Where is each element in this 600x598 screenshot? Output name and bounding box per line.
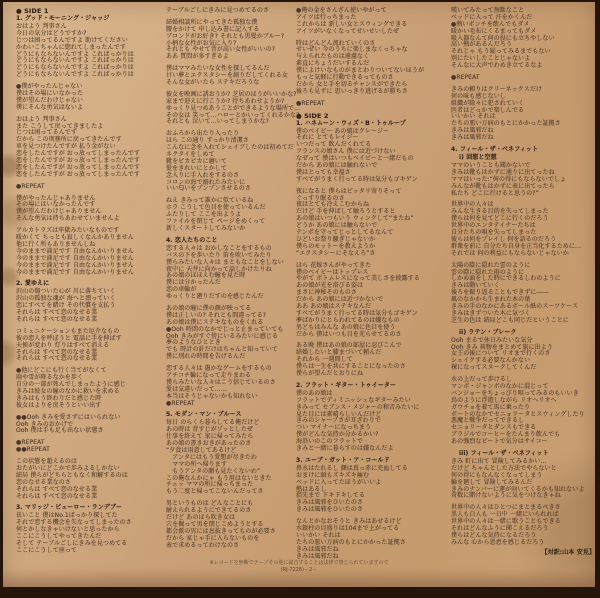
lyric-line: ブラジルでコーヒーをたんまり飲んでも bbox=[451, 431, 561, 439]
lyric-line: 家まで迎えに行こうか? 待ちあわせようか? bbox=[166, 97, 285, 105]
lyric-line: その場にはいなかったんです bbox=[16, 201, 96, 209]
lyric-line: 今のままで満足です 自由なんかいりません bbox=[16, 268, 134, 276]
lyric-line: みんなが靴もはかずに表に出てったら bbox=[451, 182, 555, 190]
lyric-line: きみの頼りはクリーネックスだけ bbox=[451, 85, 543, 93]
lyric-line: じつは困ってるんですよ 助けてください bbox=[16, 36, 128, 44]
lyric-line: 裸になってスヌークしてくんだ bbox=[451, 364, 537, 372]
song-title: 2. フラット・ギター・トゥイーター bbox=[296, 381, 397, 389]
lyric-line: 恋をしたんですが おっ放ってしまったんです bbox=[16, 163, 141, 171]
lyric-line: あの娘の書きおきがあったのさ bbox=[166, 440, 252, 448]
lyric-line: アルカトラズは牢獄みたいなものです bbox=[16, 227, 120, 235]
lyric-line: 僕らが望んだとおりにね bbox=[296, 369, 364, 377]
section-subtitle: ii) ラテン・ブレーク bbox=[459, 328, 517, 336]
lyric-line: 恋をしたんですが おっ放ってしまったんです bbox=[16, 157, 141, 165]
lyric-line: きみのナンバーに運が向いてくるかも知れないよ bbox=[451, 485, 585, 493]
lyric-line: 僕が望んだわけじゃない bbox=[16, 96, 84, 104]
lyric-line: 黒人も白人も 一日中 一緒にいられれば bbox=[451, 511, 559, 519]
lyric-line: 水銀柱の目盛りは104まで上がってる bbox=[296, 525, 400, 532]
lyric-line: きみは動いていく bbox=[451, 282, 500, 290]
song-title: 1. ハネムーン・ウィズ・B・トゥループ bbox=[296, 119, 406, 127]
lyric-line: ●●REPEAT bbox=[16, 446, 50, 454]
lyric-line: 雨や雪が降るなかを歩く bbox=[16, 374, 84, 382]
lyric-line: 沢山の孤独な魂が 海へと漂っていく bbox=[16, 295, 116, 303]
lyric-line: だから 女と手を切るチャンスができたら bbox=[296, 80, 408, 88]
lyric-line: ぐっすり眠るのさ bbox=[296, 194, 345, 202]
lyric-line: みんな 心から恩恵を感じるだろう bbox=[451, 538, 545, 546]
lyric-line: 結婚相談所にやってきた孤独な僕 bbox=[166, 18, 258, 26]
lyric-line: いいかい それは bbox=[451, 113, 496, 121]
lyric-line: ああ あの娘はステキなんだ bbox=[296, 302, 372, 310]
lyric-line: もう二度と帰ってこないんだってさ bbox=[166, 488, 264, 496]
lyric-line: そして テーブルごしにきみを見つめてる bbox=[16, 540, 128, 547]
lyric-line: 僕はその場にいなかった bbox=[16, 90, 84, 98]
lyric-line: あの強烈なビートで気分はサイコー bbox=[451, 438, 548, 446]
lyric-line: 僕がどんな気持か分かるかい? bbox=[296, 431, 379, 439]
lyric-line: コロンの海で溺れたみたいに bbox=[166, 178, 246, 186]
lyric-line: いい匂いをプンプンさせるのさ bbox=[166, 185, 251, 193]
lyric-line: アチコチ輪になって走りまわる bbox=[166, 371, 252, 379]
lyric-line: 夜はとても冷えこむからね bbox=[296, 201, 370, 209]
lyric-line: また こうして戻ってきましたよ bbox=[16, 122, 104, 130]
lyric-line: 指先まで ドキドキしてる bbox=[296, 492, 366, 500]
lyric-line: 僕によけいなものがまとわりついてないほうが bbox=[296, 67, 425, 75]
lyric-line: 奇数に賭けないように気をつけなきゃね bbox=[451, 492, 561, 500]
lyric-line: 僕のベイビー あの娘はクレージー bbox=[296, 127, 390, 135]
lyric-line: ねえ きみって誰かに似ているね bbox=[166, 197, 254, 205]
lyric-line: それらは すべて恋のなせる業 bbox=[16, 309, 98, 317]
lyric-line: 僕らは一生を共にすることになったのさ bbox=[296, 363, 406, 371]
lyric-line: だから 僕はいつも目を光らせてるのさ bbox=[296, 330, 402, 338]
lyric-line: きみはもう終わりだと感じた時 bbox=[16, 394, 102, 402]
lyric-line: 恋する人々は おかしなことをするもの bbox=[166, 244, 272, 252]
lyric-line: 僕が望んだわけじゃありません bbox=[16, 208, 102, 216]
lyric-line: “エクスタシーにそなえろ”さ bbox=[296, 249, 376, 257]
lyric-line: 何とかしなきゃいけないと思ったから bbox=[16, 526, 120, 534]
section-subtitle: iii) フィール・ザ・ベネフィット bbox=[459, 449, 549, 457]
lyric-line: ●僕がやったんじゃない bbox=[16, 83, 83, 91]
lyric-line: それじゃ もう疑ってみるまでもない bbox=[451, 48, 551, 56]
lyric-line: 愛は気違いだって…… bbox=[166, 385, 228, 393]
lyric-line: こんなに念を入れてシェイブしたのは初めてだ bbox=[166, 144, 294, 152]
lyric-line: 僕がやったんじゃありません bbox=[16, 194, 96, 202]
lyric-line: 自分の一部が死んでしまったように感じ bbox=[16, 381, 126, 389]
lyric-line: 靴をピカピカに磨いて bbox=[166, 157, 228, 165]
lyric-line: 夢のようなひととき bbox=[166, 339, 221, 347]
lyric-line: それらは すべて恋のなせる業 bbox=[16, 315, 98, 323]
lyric-line: それはどんなふうに聞こえるだろう bbox=[451, 525, 549, 532]
lyric-line: バスの下を歩いたり 笛を吹いてみたり bbox=[166, 251, 272, 259]
lyric-line: 僕に別れの時間を告げるんだ bbox=[166, 353, 246, 361]
lyric-line: だけど 手を伸ばして触ろうとすると bbox=[296, 208, 396, 216]
lyric-line: 彼の恋人を呼ぼうと 電話に手を伸ばす bbox=[16, 334, 122, 342]
lyric-line: それとも 泣いて…いってしまうかな? bbox=[166, 118, 269, 126]
translator-credit: 【対訳:山本 安見】 bbox=[541, 548, 595, 556]
lyric-line: アンタにはもう愛想が尽きたわ bbox=[166, 453, 258, 461]
lyric-line: すべてがうまく行ってる時は気分もゴキゲン bbox=[296, 175, 418, 183]
lyric-line: ●●Ooh きみを愛さずにはいられない bbox=[16, 413, 121, 421]
lyric-line: それに とてもレイジー bbox=[296, 134, 359, 142]
lyric-line: あの娘はいつもいう ウィンクして“またね” bbox=[296, 215, 414, 223]
lyric-line: どうにもならないんですよ こればっかりは bbox=[16, 71, 134, 79]
lyric-line: 男というものは どんなことにも bbox=[166, 500, 254, 508]
lyric-line: Ooh きみのおかげで bbox=[16, 420, 74, 428]
song-title: 5. モダン・マン・ブルース bbox=[166, 411, 242, 419]
lyric-line: 熱はあるし bbox=[296, 485, 327, 493]
lyric-line: まさに神秘そのものさ bbox=[296, 289, 358, 297]
lyric-line: 結局 僕らがどちらともなく和解するのは bbox=[16, 471, 128, 479]
lyric-line: 女王の後について リオまで行くのさ bbox=[451, 350, 551, 358]
lyric-line: Ooh まるで休日みたいな気分 bbox=[451, 336, 533, 344]
lyric-line: ホラ こうして色目を使っているんだ bbox=[166, 204, 266, 212]
lyric-line: きみの手のなかにあるボール紙のスーツケース bbox=[451, 302, 579, 310]
lyric-line: これからは 新しい女とスウィングできる bbox=[296, 20, 408, 28]
lyric-line: 男どもはみんな あの娘に色目を使う bbox=[296, 323, 396, 331]
lyric-line: テーブルごしにきみに見つめてるのさ bbox=[166, 7, 270, 14]
lyric-line: 時はどんどん流れていくのさ bbox=[296, 39, 376, 47]
lyric-line: 長いこと 僕はNo.1ばっかり探してた bbox=[16, 512, 118, 520]
lyric-line: きみは風邪をひいたのさ bbox=[296, 506, 364, 514]
lyric-line: 与えられたものは遠慮なく bbox=[296, 53, 370, 61]
song-title: 4. 恋人たちのこと bbox=[166, 236, 218, 244]
lyric-line: 輪を廻して 冒険してみるんだ bbox=[451, 478, 533, 486]
lyric-line: 本当はそうじゃないかも知れない bbox=[166, 392, 258, 400]
lyric-line: だから この刑務所に戻ってきたんです bbox=[16, 136, 122, 144]
lyric-line: 彼女を映画に誘おうか? 芝居のほうがいいかな? bbox=[166, 90, 297, 98]
lyric-line: 今のままで満足です 自由なんかいりません bbox=[16, 254, 134, 262]
lyric-line: たちの悪い万病のもとにかかった証拠さ bbox=[451, 120, 561, 128]
lyric-line: この俺なんかにゃ もう用はないときた bbox=[166, 474, 272, 482]
lyric-line: ●Ooh 時間のなかでじっと止まっていても bbox=[166, 325, 284, 333]
lyric-line: “夕食は用意してあるけど bbox=[166, 446, 237, 454]
lyric-line: ブロンドがお好き? それとも黒髪かブルー? bbox=[166, 32, 285, 40]
lyric-line: 僕らはどんな気持になるだろう bbox=[451, 531, 537, 539]
lyric-line: ゆっくりと廻りだすのを感じたんだ bbox=[166, 293, 264, 301]
lyric-line: かわいこちゃんに惚れてしまったんです bbox=[16, 43, 126, 51]
lyric-line: 組織が除々に犯されていく bbox=[451, 99, 525, 107]
lyric-line: どうか あの娘には触らないで bbox=[296, 222, 378, 230]
lyric-line: ●俺の金をさんざん使いやがって bbox=[296, 7, 387, 14]
lyric-line: 高い熱があるんだろう bbox=[451, 41, 513, 49]
lyric-line: しかめ面をした時にできるしわのように bbox=[451, 275, 561, 283]
lyric-line: それでは 何の利益にもならないじゃないか bbox=[451, 249, 569, 257]
lyrics-column-4 bbox=[451, 8, 597, 557]
lyric-line: 世界中の人々は bbox=[451, 201, 494, 209]
lyrics-column-1 bbox=[16, 8, 160, 555]
lyric-line: 仕事を終えて 家に帰ってみたら bbox=[166, 433, 254, 441]
lyric-line: 夢ばかりにとらわれてるのは嫌なもの bbox=[296, 316, 400, 324]
lyric-line: きみは風邪をひいたのさ bbox=[296, 499, 364, 507]
lyric-line: 恋をしたんですが おっ放ってしまったんです bbox=[16, 170, 141, 178]
lyric-line: 念入りに手入れをするのさ bbox=[166, 171, 240, 179]
lyric-line: それから 一週間して bbox=[296, 356, 353, 364]
lyric-line: 都会派の男には息抜きってものが必要さ bbox=[166, 527, 276, 535]
lyric-line: 夜になると 僕らはピッタリ寄りそって bbox=[296, 187, 402, 195]
song-title: 4. フィール・ザ・ベネフィット bbox=[451, 146, 539, 154]
lyric-line: ベッドに入ってたほうがいいよ bbox=[296, 478, 382, 486]
lyric-line: テンポを守ってじっとしてるなんて bbox=[296, 229, 394, 237]
lyric-line: あの娘は僕にステキなものをくれる bbox=[166, 318, 264, 326]
lyric-line: どうにもならないんですよ こればっかりは bbox=[16, 50, 134, 58]
lyric-line: せいぜい 今のうちに楽しまなくっちゃな bbox=[296, 46, 408, 54]
lyric-line: 僕らは何を見てどこに行くのだろう bbox=[451, 215, 549, 223]
song-title: 3. ユーブ・ガット・ア・コールド bbox=[296, 456, 390, 464]
lyric-line: ほら この通り すっかり清潔さ bbox=[166, 137, 249, 145]
lyric-line: ほら 花嫁さんがやってきた bbox=[296, 261, 372, 269]
lyric-line: 風のなかから生まれた木の葉 bbox=[451, 296, 531, 304]
lyric-line: みんな生きる目的を失ってしまった bbox=[451, 208, 549, 216]
lyric-line: 今のままで満足です 自由なんかいりません bbox=[16, 247, 134, 255]
lyric-line: ガウチョを着て馬に乗ったり bbox=[451, 403, 531, 411]
lyric-line: 僕らみたいな人々はこう信じているのさ bbox=[166, 378, 276, 386]
lyric-line: 医者はどっかで楽しんでる bbox=[451, 106, 525, 114]
lyric-line: 僕のベイビーはトップレス bbox=[296, 268, 369, 276]
lyric-line: 海沿いのこのフラットで bbox=[296, 438, 363, 446]
lyric-line: たちの悪い万病のもとにかかった証拠さ bbox=[296, 538, 406, 546]
lyric-line: 太陽の陰に隠れた雲のように bbox=[451, 261, 531, 269]
lyric-line: 悪魔と戦争だってできるし bbox=[451, 417, 525, 425]
lyric-line: なんとかなおそうと きみはあせるけど bbox=[296, 518, 402, 526]
lyric-line: ママのいうことも聞かないで bbox=[451, 162, 531, 170]
paper-background bbox=[3, 2, 595, 587]
lyric-line: フランスの娘さん 僕には近づけない bbox=[296, 148, 396, 156]
lyric-line: あの時は 背すじがゾッとしたぜ bbox=[166, 426, 254, 434]
lyric-line: ここにこうして座って bbox=[16, 546, 78, 554]
lyric-line: チェッ ママの所に帰っちまった bbox=[166, 481, 254, 489]
lyric-line: アイツは行っちまった bbox=[296, 13, 357, 21]
lyric-line: だけど ちゃんとした方法でやらないと bbox=[451, 464, 557, 472]
lyric-line: きみは彼女の瞳のなかに救いを求める bbox=[16, 387, 120, 395]
lyric-line: きみって セブンス・メジャーの和音みたいに bbox=[296, 403, 420, 411]
lyric-line: 耐えられるようにできてるのさ bbox=[166, 507, 252, 515]
lyric-line: ママはいった:“何の得にもならないでしょ bbox=[451, 175, 567, 183]
lyric-line: ●REPEAT bbox=[16, 182, 45, 190]
lyric-line: それで恋する機会を失なってしまったのさ bbox=[16, 519, 132, 527]
lyric-line: 僕は正しいの? それとも間違ってる? bbox=[166, 311, 267, 319]
lyrics-column-3 bbox=[296, 8, 440, 560]
lyric-line: Ooh きみ 荷物をまとめて旅に出よう bbox=[451, 343, 553, 351]
lyric-line: 髪をきれいにとかして bbox=[166, 164, 228, 172]
lyric-line: すべてがうまく行ってる時は気分もゴキゲン bbox=[296, 309, 418, 317]
lyric-line: 僕らみたいな人々は まともなことをしない bbox=[166, 258, 284, 266]
side-heading: ● SIDE 2 bbox=[296, 111, 329, 120]
lyric-line: 嘆いてみたって無駄なこと bbox=[451, 7, 525, 14]
lyric-line: ひどいお祭り騒ぎじゃないか bbox=[296, 235, 376, 243]
lyric-line: 私たち どこに行けると思うの?” bbox=[451, 189, 539, 197]
lyric-line: アイツがいなくなってせいせいしたぜ bbox=[296, 27, 400, 35]
lyric-line: なぜって 僕はいつもベイビーと一緒だもの bbox=[296, 155, 414, 163]
lyric-line: 群衆を前に 自分たち自身を正当化するために… bbox=[451, 242, 582, 250]
lyric-line: この状態を超えるのは bbox=[16, 458, 78, 466]
lyric-line: でも 時計の針だけはちゃんと知っていて bbox=[166, 346, 278, 354]
lyric-line: 世界中の人々はひとつにまとまるべきさ bbox=[451, 504, 561, 512]
lyric-line: 僕はママみたいな女性を探してるんだ bbox=[166, 65, 270, 73]
lyric-line: きみは風邪だね bbox=[296, 545, 339, 553]
lyric-line: フラットでディミニッシュなギターみたい bbox=[296, 396, 411, 404]
lyric-line: きみと一緒に暮らすのは嫌なんだよ bbox=[296, 444, 394, 452]
lyric-line: おはよう 判事さん bbox=[16, 115, 67, 123]
lyrics-column-2 bbox=[166, 8, 302, 549]
lyric-line: ふたりして ここを出ようよ bbox=[166, 211, 242, 219]
lyric-line: 鼻水はたれるし 顔は真っ赤に充血してる bbox=[296, 464, 408, 472]
lyric-line: 毎日 のらくら暮らしてる俺だけど bbox=[166, 419, 260, 427]
lyric-line: 恋をしたんですが おっ放ってしまったんです bbox=[16, 150, 141, 158]
lyric-line: その女は 笑って…ハローとかいってくれるかな? bbox=[166, 111, 300, 119]
lyric-line: 沢山の傷ついた心が 川に落ちていく bbox=[16, 288, 116, 296]
lyric-line: 腰をかけて 申し込み書に記入する bbox=[166, 25, 260, 33]
lyric-line: 車を見つけたんですが 払う金がない bbox=[16, 143, 116, 151]
lyric-line: 恋にすべてを賭け その代償を支払う bbox=[16, 302, 116, 310]
lyric-line: だけど あのほら吹き女は bbox=[166, 514, 236, 521]
lyric-line: ●REPEAT bbox=[451, 74, 480, 82]
lyric-line: いいかい それは bbox=[296, 531, 341, 539]
lyric-line: 世界中のエンタテイナーたちは bbox=[451, 222, 536, 230]
lyric-line: 暖かい毛布にくるまってもダメ bbox=[451, 27, 537, 35]
lyric-line: ●他にどこにも行く当てがなくて bbox=[16, 367, 107, 375]
song-title: 2. 愛ゆえに bbox=[16, 280, 50, 288]
lyric-line: 雲の陰に隠れた雨のように bbox=[451, 268, 525, 276]
lyric-line: だから あの娘には近づかないで bbox=[296, 296, 384, 304]
lyric-line: 僕らのモットーを教えようか bbox=[296, 242, 376, 250]
lyric-line: 新しくスタートしてみないか bbox=[166, 224, 246, 232]
lyric-line: 結婚したいと膝まづいて頼んだ bbox=[296, 349, 382, 357]
lyric-line: ああ 質問が多すぎるよ bbox=[166, 53, 230, 61]
lyric-line: セニョリータとダンスもできる bbox=[451, 424, 537, 432]
lyric-line: 僕には分かったんだ bbox=[166, 279, 221, 287]
lyric-line: きみのシャープさが耳ざわりで bbox=[296, 417, 381, 425]
lyric-line: コミュニケーションもまた厄介なもの bbox=[16, 327, 120, 335]
lyric-line: きみは靴もはかずに通りに出てったね bbox=[451, 168, 555, 176]
lyric-line: 他に行く所もありませんしね bbox=[16, 240, 96, 248]
lyric-line: そんなに大声でわめき立てるなよ bbox=[451, 62, 543, 70]
lyric-line: ベッドに入って 汗をかくんだ bbox=[451, 13, 533, 21]
lyric-line: きみ 町に出て 冒険してみるかい… bbox=[451, 457, 547, 465]
lyric-line: 夜中に 天井に向かって話しかけたりね bbox=[166, 265, 272, 273]
lyric-line: 僕のあの娘は bbox=[296, 389, 333, 397]
lyric-line: じつは困ってるんです bbox=[16, 129, 78, 137]
lyric-line: どうにもならないんですよ こればっかりは bbox=[16, 57, 134, 65]
lyric-line: 後ろも見ずに 思いっきり逃げるが勝ちさ bbox=[296, 87, 408, 95]
lyric-line: 今日の気分はどうですか? bbox=[16, 29, 87, 37]
lyric-line: 僕はとっても幸福さ bbox=[296, 168, 351, 176]
lyric-line: それらは すべて恋のなせる業 bbox=[16, 492, 98, 500]
lyric-line: あの娘が光を浴びる姿は bbox=[296, 282, 364, 290]
lyric-line: 自分たちの唄を失ってしまった bbox=[451, 229, 537, 237]
lyric-line: 天候が変わり 灯りはすべて消える bbox=[16, 341, 110, 349]
lyric-line: 見た目には素晴らしいんだけど bbox=[296, 410, 382, 418]
lyric-line: Ooh 僕は手も足も出ない状態さ bbox=[16, 427, 104, 435]
lyric-line: いつだって 飲んだくれてる bbox=[296, 141, 372, 149]
lyric-line: それらは すべて恋のなせる業 bbox=[16, 485, 98, 493]
lyric-line: 穴を掘って男を閉じこめようとする bbox=[166, 520, 264, 528]
section-subtitle: i) 回想と空想 bbox=[459, 154, 497, 162]
lyric-line: 芝生の色は 結局どこも同じだということに bbox=[451, 316, 569, 324]
lyric-line: Ooh きみがすぐ傍にいるみたいに感じる bbox=[166, 332, 279, 340]
lyric-line: そんな女がいたら ステキだろうな bbox=[166, 79, 260, 87]
lyric-line: バンジョーをちょっぴり唄ってみるのもいいき bbox=[451, 389, 579, 397]
lyric-line: きみは風邪だね bbox=[451, 134, 494, 142]
lyric-line: おまけに頭もズキズキ痛む bbox=[296, 471, 370, 479]
lyric-line: 暖かくて ちっとも寂しくなんかありません bbox=[16, 234, 134, 242]
lyric-line: どうにもならないんですよ こればっかりは bbox=[16, 64, 134, 72]
lyric-line: ある晩 僕はあの娘の部屋に忍びこんで bbox=[296, 342, 402, 350]
lyric-line: ママの所へ帰ります bbox=[166, 460, 228, 468]
song-title: 3. マリッジ・ビューロー・ランデブー bbox=[16, 504, 123, 512]
lyric-line: 彼らは何をプレイし 何を語るのだろう bbox=[451, 235, 557, 243]
lyric-line: ●REPEAT bbox=[166, 399, 195, 407]
lyric-line: 何の得にもなんなくなってしまう bbox=[451, 471, 543, 479]
lyric-line: ●REPEAT bbox=[296, 99, 325, 107]
lyric-line: ●熱いポンチを飲んでもダメ bbox=[451, 20, 530, 28]
lyric-line: 僕にそんな勇気はないよ bbox=[16, 103, 84, 111]
lyric-line: あの娘の瞳に僕の顔が映ってる bbox=[166, 304, 252, 312]
lyric-line: だから 家じゃ手に入らないものを bbox=[166, 534, 260, 542]
lyric-line: 鳥のように浮遊しながら リオへリオへ bbox=[451, 396, 557, 404]
lyric-line: 吸入器なんて何の役にも立ちやしない bbox=[451, 34, 555, 42]
lyric-line: ボートのなかでセニョリータとスウィングしたり bbox=[451, 410, 585, 418]
song-title: 1. グッド・モーニング・ジャッジ bbox=[16, 15, 110, 22]
copyright-note: ※レコードを無断でテープその他に録音することは法律で禁じられていますので bbox=[209, 560, 389, 566]
lyric-line: もうアンタの顔も見たくないわ” bbox=[166, 467, 261, 475]
lyric-line: 素直にちょうだいするんだ bbox=[296, 60, 370, 68]
lyric-line: 後ろを振り返ることもできずに―― bbox=[451, 289, 549, 297]
lyric-line: あの娘のほほえむ瞳を見た時 bbox=[166, 272, 246, 280]
lyric-line: だから あの娘には触れないで bbox=[296, 162, 378, 170]
lyric-line: シェイクする必要なんかない bbox=[451, 357, 531, 365]
lyric-line: 甘い夢とエクスタシーを創りだしてくれる女 bbox=[166, 72, 288, 80]
lyric-line: きみは風邪だね bbox=[451, 127, 494, 135]
lyric-line: つい マイナーになっちまう bbox=[296, 424, 372, 432]
lyric-line: やがて ボトムレスになって美しさを披露する bbox=[296, 275, 420, 283]
lyric-line: それらは すべて恋のなせる業 bbox=[16, 348, 98, 356]
lyric-line: 水の上だって歩けるし bbox=[451, 376, 513, 384]
lyric-line: おふろから出たり入ったり bbox=[166, 130, 240, 138]
lyric-line: そんな勇気は持ちあわせていませんよ bbox=[16, 215, 120, 223]
lyric-line: きみはきずついた木に気づく bbox=[451, 309, 531, 317]
lyric-line: ゆっくり見つめあうことができるような場所で… bbox=[166, 104, 301, 112]
lyric-line: おたがいにどこかで歩みよるしかない bbox=[16, 464, 120, 472]
lyric-line: それとも やせて背が高い女性がいいの? bbox=[166, 46, 275, 54]
lyric-line: それらは すべて恋のなせる業 bbox=[16, 355, 98, 363]
lyric-line: ここにこうしてやってきたんだ bbox=[16, 533, 102, 541]
lyric-line: 世界中の人々は一緒に歌うこともできる bbox=[451, 518, 561, 526]
lyric-line: ●REPEAT bbox=[16, 439, 45, 447]
lyric-line: もっと気軽に行動できるってものさ bbox=[296, 74, 394, 82]
footer bbox=[3, 560, 595, 573]
lyric-line: マンボ・ジャンボのなかに混じって bbox=[451, 382, 549, 390]
lyric-line: ネクタイをしめて bbox=[166, 151, 215, 159]
lyric-line: 何の味も感じないし bbox=[451, 92, 506, 100]
lyric-line: きみは風邪だね bbox=[296, 552, 339, 560]
lyric-line: 恋の車輪が bbox=[166, 286, 197, 294]
lyric-line: 恋する人々は 愚かなゲームをするもの bbox=[166, 365, 272, 373]
lyric-line: 恋のなせる業なのさ bbox=[16, 478, 71, 486]
lyric-line: 彼女はよりを戻そうといい出す bbox=[16, 401, 102, 409]
lyric-line: ファイルを閉じて ページをめくって bbox=[166, 218, 266, 226]
lyric-line: 表で求めるってわけなのさ bbox=[166, 541, 240, 549]
lyric-line: 今のままで満足です 自由なんかいりません bbox=[16, 261, 134, 269]
catalog-number: (RJ-7226)－2－ bbox=[280, 566, 318, 573]
lyric-line: 小柄な女性がお気に入り? bbox=[166, 39, 237, 47]
lyric-line: おはよう 判事さん bbox=[16, 23, 67, 30]
side-heading: ● SIDE 1 bbox=[16, 7, 49, 15]
lyric-line: 別にたいしたことじゃないよ bbox=[451, 55, 531, 63]
